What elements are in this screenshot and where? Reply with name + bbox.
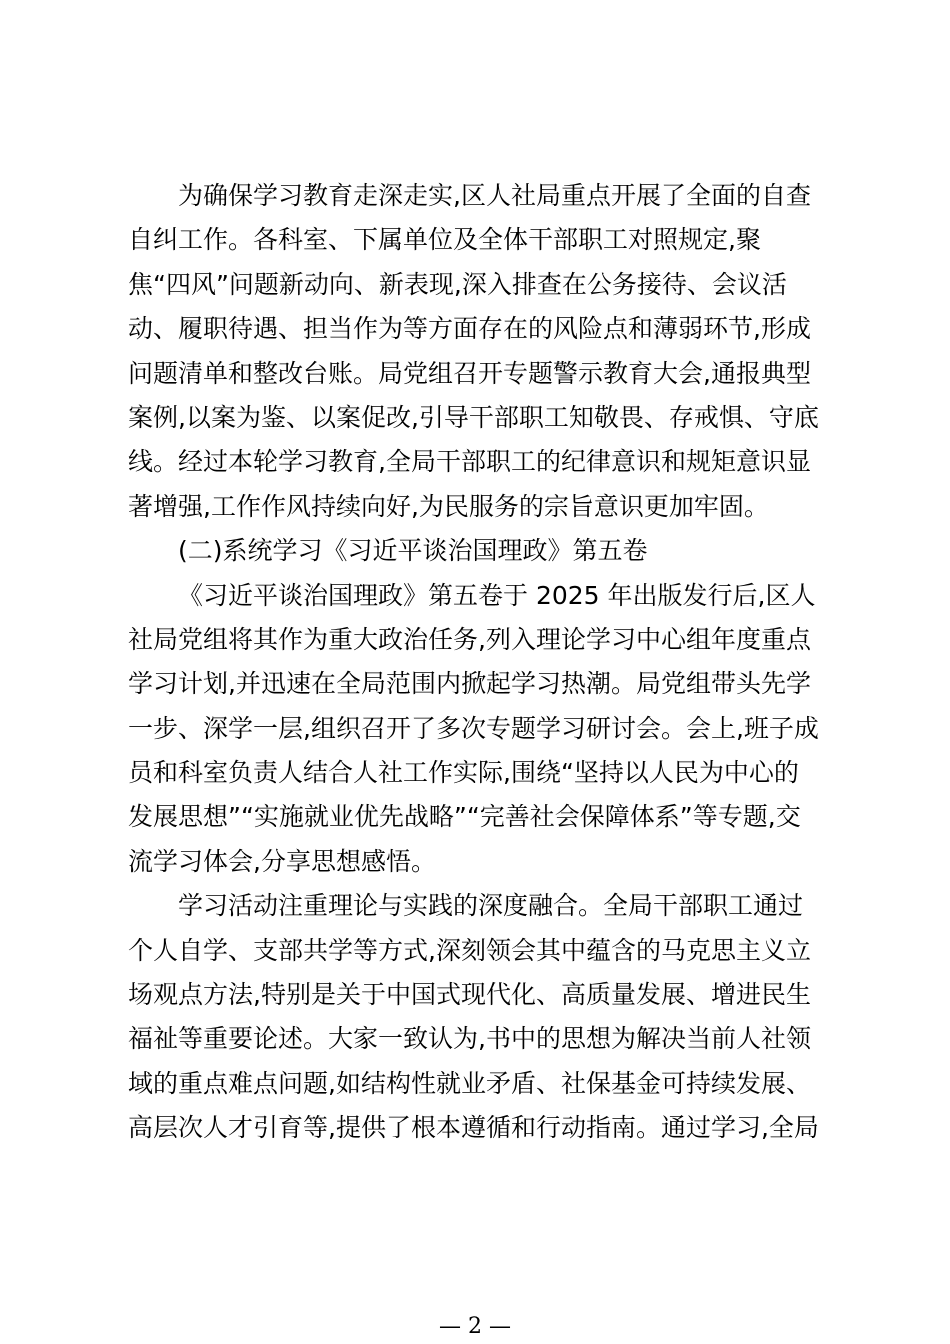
text-line: 案例,以案为鉴、以案促改,引导干部职工知敬畏、存戒惧、守底: [128, 402, 819, 432]
text-line: 线。经过本轮学习教育,全局干部职工的纪律意识和规矩意识显: [128, 447, 811, 477]
text-line: 场观点方法,特别是关于中国式现代化、高质量发展、增进民生: [128, 980, 811, 1010]
text-line: 社局党组将其作为重大政治任务,列入理论学习中心组年度重点: [128, 624, 811, 654]
text-line: 问题清单和整改台账。局党组召开专题警示教育大会,通报典型: [128, 358, 811, 388]
text-line: 福祉等重要论述。大家一致认为,书中的思想为解决当前人社领: [128, 1024, 811, 1054]
text-line: 个人自学、支部共学等方式,深刻领会其中蕴含的马克思主义立: [128, 935, 811, 965]
section-heading: (二)系统学习《习近平谈治国理政》第五卷: [178, 536, 648, 566]
text-line: 发展思想”“实施就业优先战略”“完善社会保障体系”等专题,交: [128, 802, 801, 832]
text-line: 学习计划,并迅速在全局范围内掀起学习热潮。局党组带头先学: [128, 669, 811, 699]
document-body: [128, 174, 836, 1151]
text-line: 为确保学习教育走深走实,区人社局重点开展了全面的自查: [178, 181, 811, 210]
text-line: 一步、深学一层,组织召开了多次专题学习研讨会。会上,班子成: [128, 713, 819, 743]
text-line: 《习近平谈治国理政》第五卷于 2025 年出版发行后,区人: [178, 580, 816, 610]
page-number: — 2 —: [439, 1314, 511, 1339]
text-line: 著增强,工作作风持续向好,为民服务的宗旨意识更加牢固。: [128, 491, 769, 521]
text-line: 员和科室负责人结合人社工作实际,围绕“坚持以人民为中心的: [128, 758, 799, 788]
text-line: 学习活动注重理论与实践的深度融合。全局干部职工通过: [178, 891, 804, 921]
text-line: 动、履职待遇、担当作为等方面存在的风险点和薄弱环节,形成: [128, 314, 811, 344]
text-line: 自纠工作。各科室、下属单位及全体干部职工对照规定,聚: [128, 225, 761, 255]
text-line: 高层次人才引育等,提供了根本遵循和行动指南。通过学习,全局: [128, 1113, 819, 1143]
text-line: 域的重点难点问题,如结构性就业矛盾、社保基金可持续发展、: [128, 1068, 811, 1098]
text-line: 流学习体会,分享思想感悟。: [128, 846, 436, 876]
text-line: 焦“四风”问题新动向、新表现,深入排查在公务接待、会议活: [128, 269, 787, 299]
